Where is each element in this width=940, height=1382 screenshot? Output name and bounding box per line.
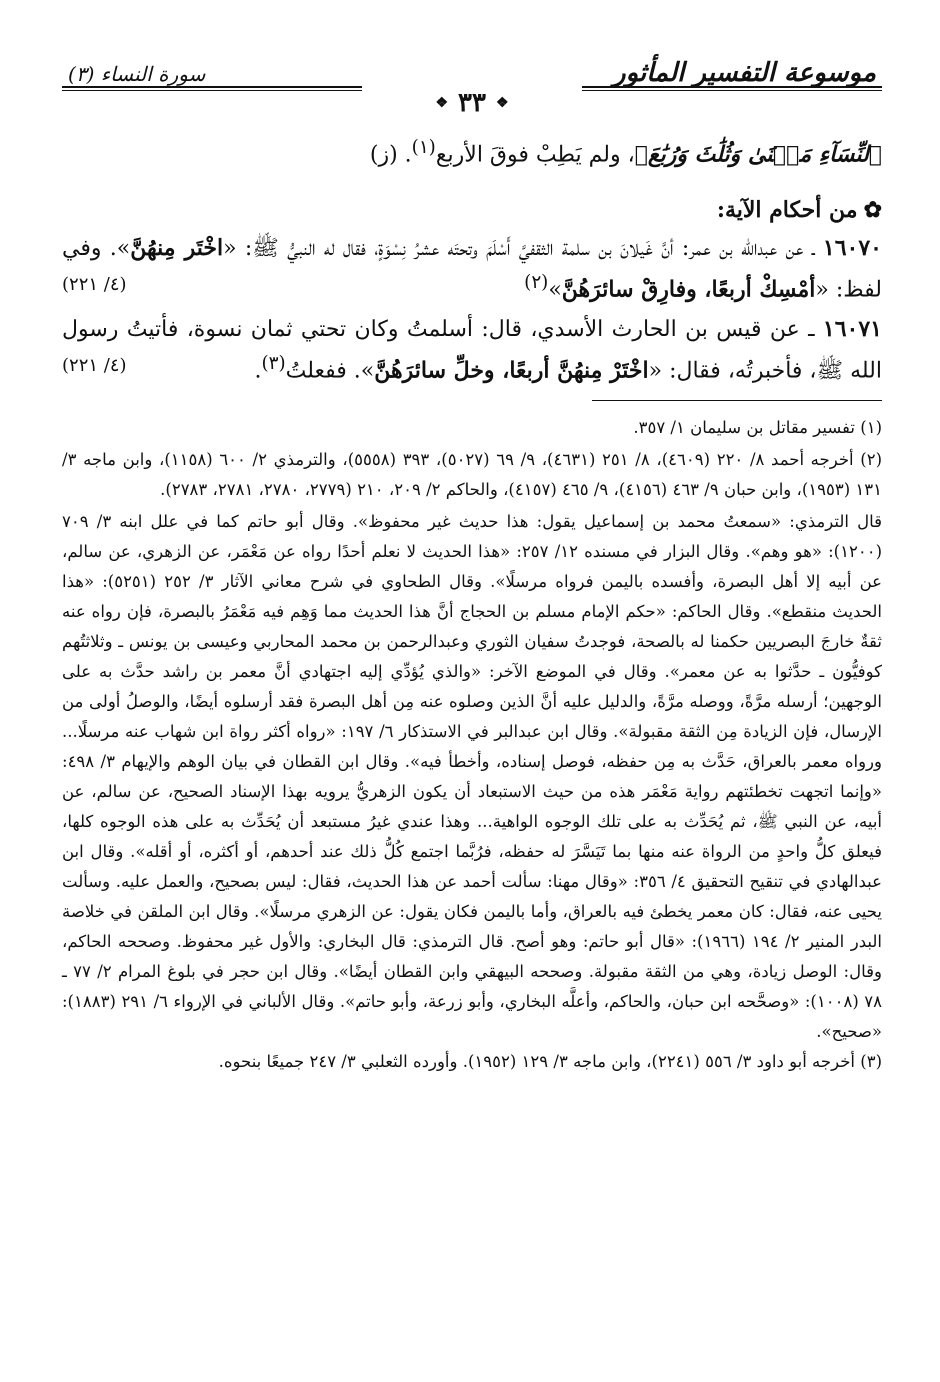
hadith-number: ١٦٠٧٠: [822, 235, 882, 262]
book-title: موسوعة التفسير المأثور: [613, 58, 876, 88]
verse-rest: ، ولم يَطِبْ فوقَ الأربع: [435, 142, 635, 168]
footnote-2-commentary: قال الترمذي: «سمعتُ محمد بن إسماعيل يقول: هذا حديث غير محفوظ». وقال أبو حاتم كما في علل ابنه ٣/ ٧٠٩ (١٢٠٠): «هو وهم». وقال البزار في مسنده ١٢/ ٢٥٧: «هذا الحديث لا نعلم أحدًا رواه عن مَعْمَر، عن الزهري، عن سالم، عن أبيه إلا أهل البصرة، وأفسده باليمن فرواه مرسلًا». وقال الطحاوي في شرح معاني الآثار ٣/ ٢٥٢ (٥٢٥١): «هذا الحديث منقطع». وقال الحاكم: «حكم الإمام مسلم بن الحجاج أنَّ هذا الحديث مما وَهِم فيه مَعْمَرُ بالبصرة، فإن رواه عنه ثقةٌ خارجَ البصريين حكمنا له بالصحة، فوجدتُ سفيان الثوري وعبدالرحمن بن محمد المحاربي وعيسى بن يونس ـ وثلاثتُهم كوفيُّون ـ حدَّثوا به عن معمر». وقال في الموضع الآخر: «والذي يُؤدِّي إليه اجتهادي أنَّ معمر بن راشد حدَّث به على الوجهين؛ أرسله مرَّةً، ووصله مرَّةً، والدليل عليه أنَّ الذين وصلوه عنه مِن أهل البصرة فقد أرسلوه أيضًا، والوصلُ أولى من الإرسال، فإن الزيادة مِن الثقة مقبولة». وقال ابن عبدالبر في الاستذكار ٦/ ١٩٧: «رواه أكثر رواة ابن شهاب عنه مرسلًا... ورواه معمر بالعراق، حَدَّث به مِن حفظه، فوصل إسناده، وأخطأ فيه». وقال ابن القطان في بيان الوهم والإيهام ٣/ ٤٩٨: «وإنما اتجهت تخطئتهم رواية مَعْمَر هذه من حيث الاستبعاد أن يكون الزهريُّ يرويه بهذا الإسناد الصحيح، عن سالم، عن أبيه، عن النبي ﷺ، ثم يُحَدِّث به على تلك الوجوه الواهية... وهذا عندي غيرُ مستبعد أن يُحَدِّث به على هذه الوجوه كلها، فيعلق كلُّ واحدٍ من الرواة عنه منها بما تَيَسَّرَ له حفظه، فرُبَّما اجتمع كُلُّ ذلك عند أحدهم، أو أكثره، أو أقله». وقال ابن عبدالهادي في تنقيح التحقيق ٤/ ٣٥٦: «وقال مهنا: سألت أحمد عن هذا الحديث، فقال: ليس بصحيح، والعمل عليه. وسألت يحيى عنه، فقال: كان معمر يخطئ فيه بالعراق، وأما باليمن فكان يقول: عن الزهري مرسلًا». وقال ابن الملقن في خلاصة البدر المنير ٢/ ١٩٤ (١٩٦٦): «قال أبو حاتم: وهو أصح. قال الترمذي: قال البخاري: والأول غير محفوظ. وصححه الحاكم، وقال: الوصل زيادة، وهي من الثقة مقبولة. وصححه البيهقي وابن القطان أيضًا». وقال ابن حجر في بلوغ المرام ٢/ ٧٧ ـ ٧٨ (١٠٠٨): «وصحَّحه ابن حبان، والحاكم، وأعلَّه البخاري، وأبو زرعة، وأبو حاتم». وقال الألباني في الإرواء ٦/ ٢٩١ (١٨٨٣): «صحيح».: [62, 511, 883, 1041]
hadith-number: ١٦٠٧١: [822, 315, 882, 342]
hadith-text: »: [548, 277, 562, 303]
section-heading-text: من أحكام الآية:: [716, 197, 858, 224]
header-rule-right: [582, 86, 882, 88]
page: [62, 50, 882, 1350]
header-rule-left: [62, 86, 362, 88]
volume-page-ref: (٤/ ٢٢١): [62, 274, 127, 296]
hadith-text: ». ففعلتُ: [285, 357, 375, 383]
hadith-text: ». وفي لفظ: «: [62, 236, 882, 303]
hadith-quote: اخْتَر مِنهُنَّ: [130, 235, 224, 262]
surah-label: سورة النساء (٣): [68, 62, 206, 86]
footnote-marker: (٣): [261, 352, 286, 374]
hadith-entry: ١٦٠٧١ ـ عن قيس بن الحارث الأسدي، قال: أسلمتُ وكان تحتي ثمان نسوة، فأتيتُ رسول الله ﷺ، فأخبرتُه، فقال: «اخْتَرْ مِنهُنَّ أربعًا، وخلِّ سائرَهُنَّ». ففعلتُ$^{(٣)}$. (٤/ ٢٢١): [62, 315, 882, 383]
running-header: [62, 58, 882, 118]
section-heading: [62, 193, 882, 227]
ornament-icon: ❖: [495, 95, 509, 111]
quran-text: ٱلنِّسَآءِ مَثۡنَىٰ وَثُلَٰثَ وَرُبَٰعَ﴾: [634, 141, 882, 168]
footnote-1: (١) تفسير مقاتل بن سليمان ١/ ٣٥٧.: [633, 417, 882, 437]
footnote-3: (٣) أخرجه أبو داود ٣/ ٥٥٦ (٢٢٤١)، وابن ماجه ٣/ ١٢٩ (١٩٥٢). وأورده الثعلبي ٣/ ٢٤٧ جميعًا بنحوه.: [218, 1051, 882, 1071]
hadith-quote: اخْتَرْ مِنهُنَّ أربعًا، وخلِّ سائرَهُنَّ: [374, 356, 649, 383]
main-content: [62, 130, 882, 1079]
hadith-text: ـ عن قيس بن الحارث الأسدي، قال: أسلمتُ وكان تحتي ثمان نسوة، فأتيتُ رسول الله ﷺ، فأخبرتُه، فقال: «: [62, 316, 882, 383]
header-rule-left-thin: [62, 90, 362, 91]
flower-icon: ✿: [863, 197, 882, 224]
footnote-marker: (١): [411, 137, 436, 158]
source-tag: . (ز): [369, 142, 412, 168]
header-rule-right-thin: [582, 90, 882, 91]
ornament-icon: ❖: [435, 95, 449, 111]
footnote-2: (٢) أخرجه أحمد ٨/ ٢٢٠ (٤٦٠٩)، ٨/ ٢٥١ (٤٦٣١)، ٩/ ٦٩ (٥٠٢٧)، ٣٩٣ (٥٥٥٨)، والترمذي ٢/ ٦٠٠ (١١٥٨)، وابن ماجه ٣/ ١٣١ (١٩٥٣)، وابن حبان ٩/ ٤٦٣ (٤١٥٦)، ٩/ ٤٦٥ (٤١٥٧)، والحاكم ٢/ ٢٠٩، ٢١٠ (٢٧٧٩، ٢٧٨٠، ٢٧٨١، ٢٧٨٣).: [62, 449, 883, 499]
page-number-block: [435, 88, 508, 118]
verse-continuation: [62, 130, 882, 173]
footnote-divider: [592, 400, 882, 401]
footnote-marker: (٢): [524, 272, 549, 294]
page-number: ٣٣: [458, 88, 486, 118]
hadith-entry: [62, 231, 882, 307]
hadith-text: ـ عن عبدالله بن عمر: أنَّ غَيلانَ بن سلمة الثقفيَّ أَسْلَمَ وتحتَه عشرُ نِسْوَةٍ، فقال له النبيُّ ﷺ: «: [223, 236, 823, 262]
hadith-quote: أمْسِكْ أربعًا، وفارِقْ سائرَهُنَّ: [561, 276, 816, 303]
volume-page-ref: (٤/ ٢٢١): [62, 354, 127, 376]
